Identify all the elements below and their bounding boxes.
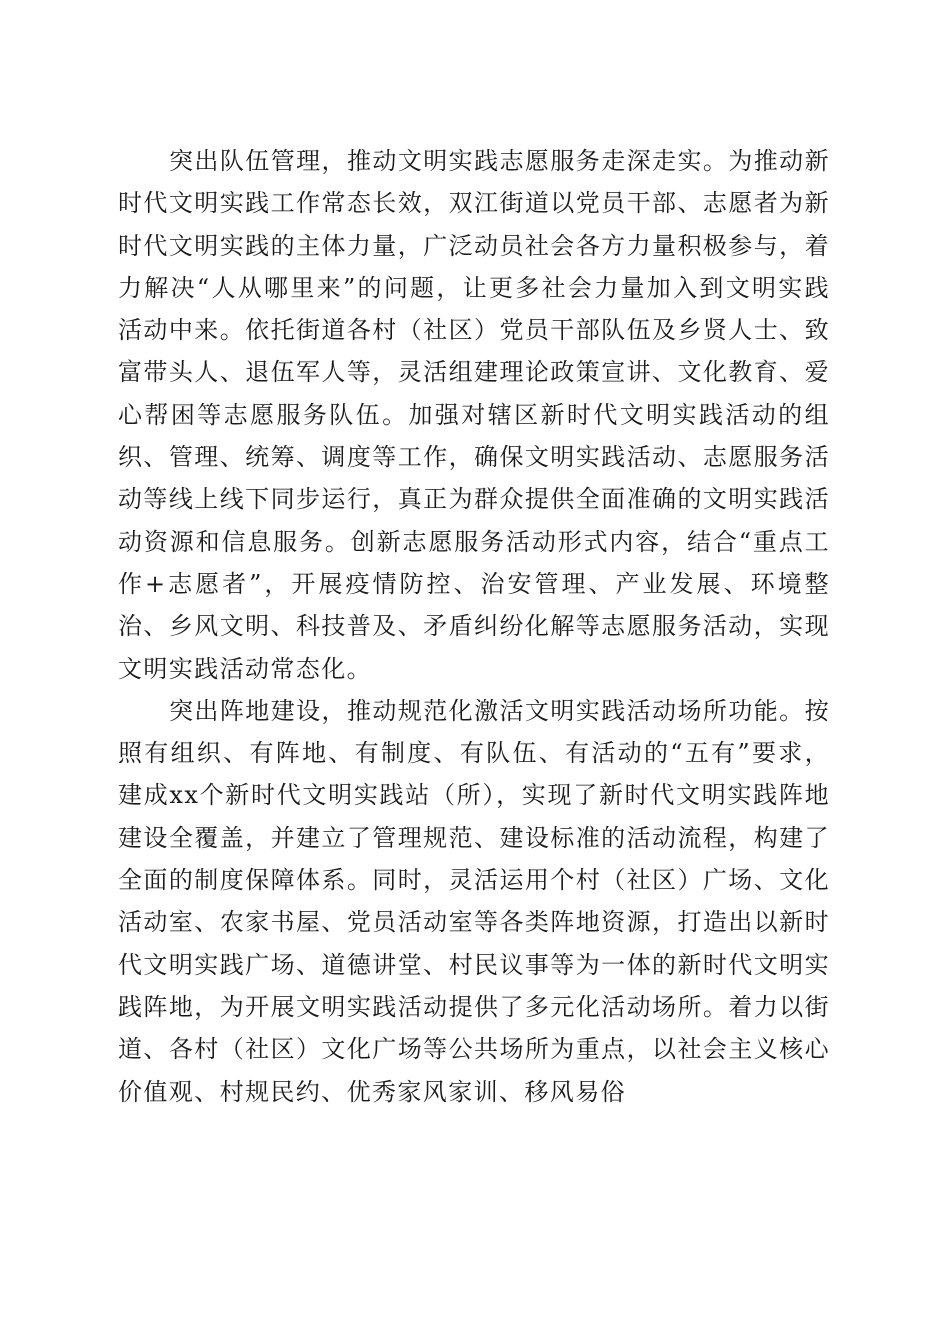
paragraph-team-management: 突出队伍管理，推动文明实践志愿服务走深走实。为推动新时代文明实践工作常态长效，双江街道以党员干部、志愿者为新时代文明实践的主体力量，广泛动员社会各方力量积极参与，着力解决“人从哪里来”的问题，让更多社会力量加入到文明实践活动中来。依托街道各村（社区）党员干部队伍及乡贤人士、致富带头人、退伍军人等，灵活组建理论政策宣讲、文化教育、爱心帮困等志愿服务队伍。加强对辖区新时代文明实践活动的组织、管理、统筹、调度等工作，确保文明实践活动、志愿服务活动等线上线下同步运行，真正为群众提供全面准确的文明实践活动资源和信息服务。创新志愿服务活动形式内容，结合“重点工作+志愿者”，开展疫情防控、治安管理、产业发展、环境整治、乡风文明、科技普及、矛盾纠纷化解等志愿服务活动，实现文明实践活动常态化。 xyxy=(118,147,830,683)
paragraph-position-construction: 突出阵地建设，推动规范化激活文明实践活动场所功能。按照有组织、有阵地、有制度、有队伍、有活动的“五有”要求，建成xx个新时代文明实践站（所），实现了新时代文明实践阵地建设全覆盖，并建立了管理规范、建设标准的活动流程，构建了全面的制度保障体系。同时，灵活运用个村（社区）广场、文化活动室、农家书屋、党员活动室等各类阵地资源，打造出以新时代文明实践广场、道德讲堂、村民议事等为一体的新时代文明实践阵地，为开展文明实践活动提供了多元化活动场所。着力以街道、各村（社区）文化广场等公共场所为重点，以社会主义核心价值观、村规民约、优秀家风家训、移风易俗 xyxy=(118,696,830,1106)
document-body xyxy=(118,140,830,1113)
